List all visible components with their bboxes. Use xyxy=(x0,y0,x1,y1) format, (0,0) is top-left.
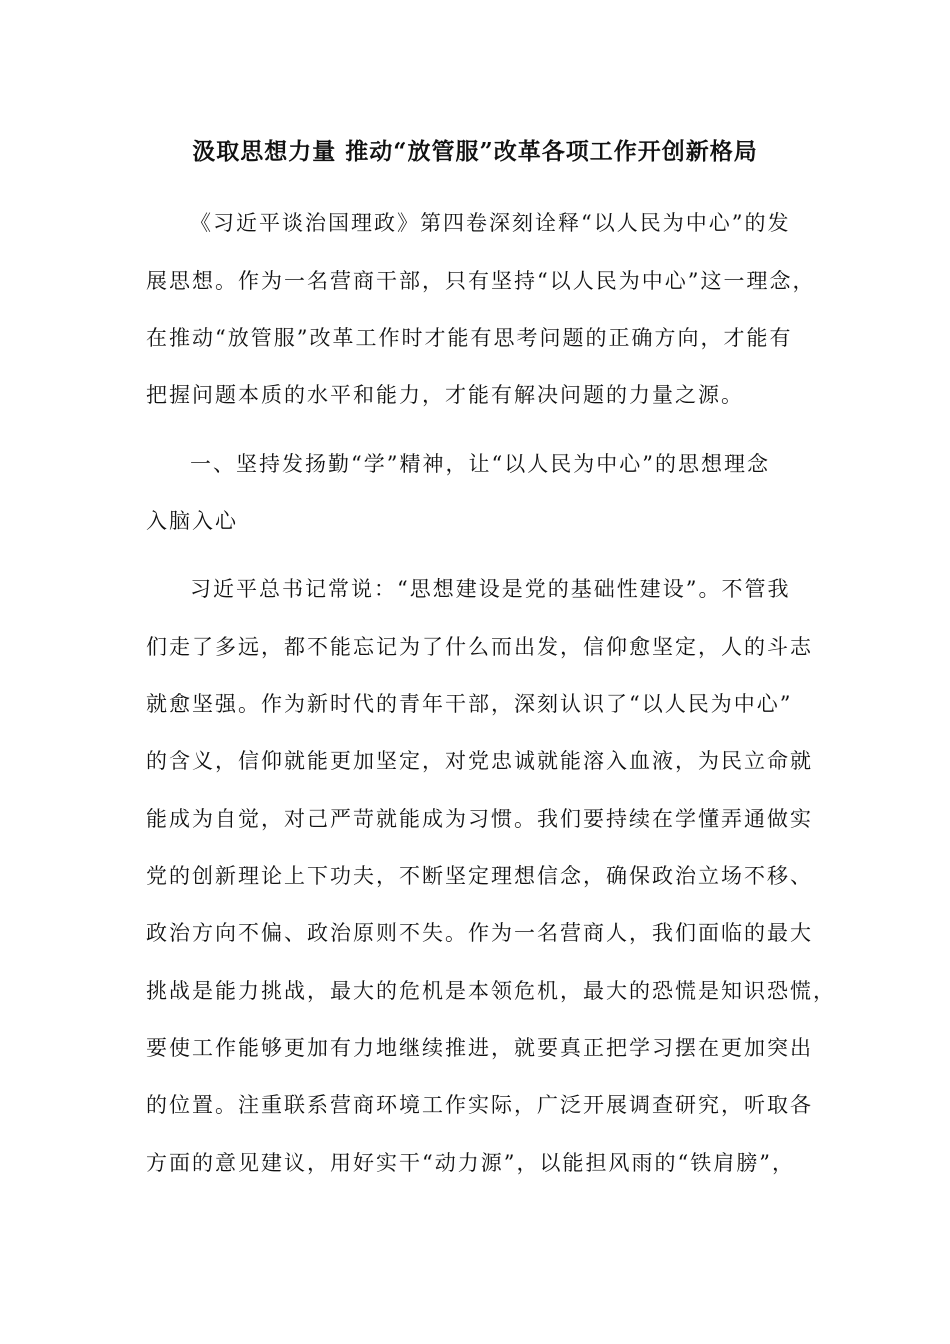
paragraph-1-line-3: 在推动“放管服”改革工作时才能有思考问题的正确方向，才能有 xyxy=(146,326,793,350)
paragraph-1-line-1: 《习近平谈治国理政》第四卷深刻诠释“以人民为中心”的发 xyxy=(190,211,791,235)
section-heading-1-line-2: 入脑入心 xyxy=(146,509,238,533)
paragraph-3-line-10: 的位置。注重联系营商环境工作实际，广泛开展调查研究，听取各 xyxy=(146,1093,813,1117)
paragraph-3-line-6: 党的创新理论上下功夫，不断坚定理想信念，确保政治立场不移、 xyxy=(146,864,813,888)
paragraph-3-line-1: 习近平总书记常说：“思想建设是党的基础性建设”。不管我 xyxy=(190,577,791,601)
paragraph-3-line-11: 方面的意见建议，用好实干“动力源”，以能担风雨的“铁肩膀”， xyxy=(146,1151,795,1175)
paragraph-3-line-8: 挑战是能力挑战，最大的危机是本领危机，最大的恐慌是知识恐慌， xyxy=(146,979,836,1003)
paragraph-3-line-3: 就愈坚强。作为新时代的青年干部，深刻认识了“以人民为中心” xyxy=(146,692,793,716)
paragraph-1-line-2: 展思想。作为一名营商干部，只有坚持“以人民为中心”这一理念， xyxy=(146,269,816,293)
paragraph-3-line-7: 政治方向不偏、政治原则不失。作为一名营商人，我们面临的最大 xyxy=(146,921,813,945)
paragraph-3-line-4: 的含义，信仰就能更加坚定，对党忠诚就能溶入血液，为民立命就 xyxy=(146,749,813,773)
paragraph-3-line-5: 能成为自觉，对己严苛就能成为习惯。我们要持续在学懂弄通做实 xyxy=(146,807,813,831)
document-title: 汲取思想力量 推动“放管服”改革各项工作开创新格局 xyxy=(192,138,758,165)
paragraph-1-line-4: 把握问题本质的水平和能力，才能有解决问题的力量之源。 xyxy=(146,383,744,407)
section-heading-1-line-1: 一、坚持发扬勤“学”精神，让“以人民为中心”的思想理念 xyxy=(190,452,770,476)
paragraph-3-line-2: 们走了多远，都不能忘记为了什么而出发，信仰愈坚定，人的斗志 xyxy=(146,635,813,659)
paragraph-3-line-9: 要使工作能够更加有力地继续推进，就要真正把学习摆在更加突出 xyxy=(146,1036,813,1060)
